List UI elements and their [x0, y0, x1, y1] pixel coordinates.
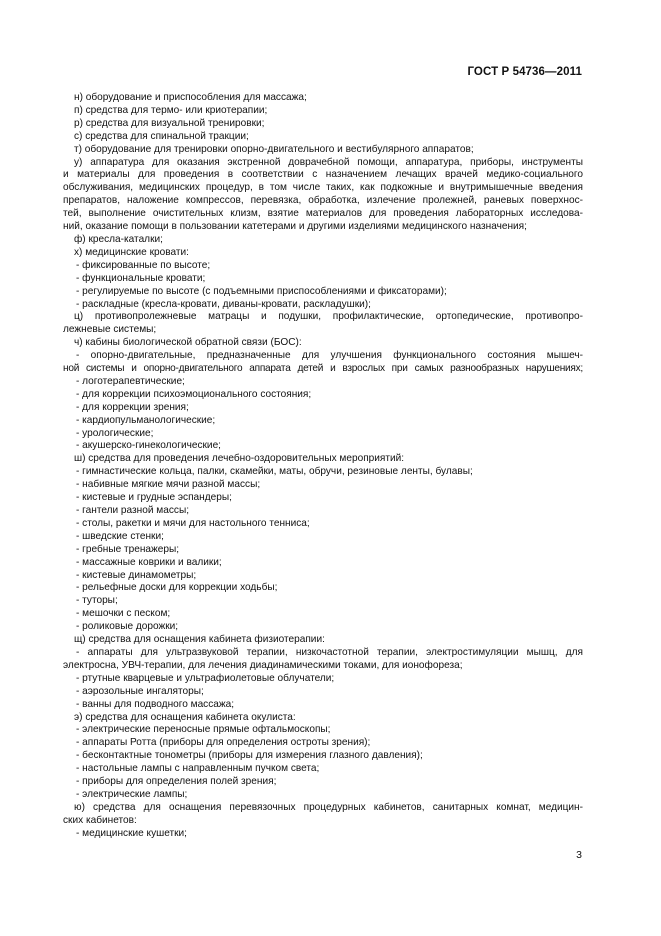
text-line: - ванны для подводного массажа; — [76, 698, 235, 710]
text-line: - настольные лампы с направленным пучком света; — [76, 763, 320, 775]
text-line: ч) кабины биологической обратной связи (БОС): — [74, 337, 302, 349]
text-line: р) средства для визуальной тренировки; — [74, 117, 265, 129]
document-body — [63, 92, 583, 841]
text-line: - бесконтактные тонометры (приборы для измерения глазного давления); — [76, 750, 423, 762]
text-line: - акушерско-гинекологические; — [76, 440, 221, 452]
document-header — [467, 66, 582, 78]
text-line: т) оборудование для тренировки опорно-двигательного и вестибулярного аппаратов; — [74, 143, 474, 155]
text-line: - шведские стенки; — [76, 530, 164, 542]
text-line: - аппараты Ротта (приборы для определения остроты зрения); — [76, 737, 371, 749]
text-line: п) средства для термо- или криотерапии; — [74, 104, 268, 116]
text-line: - массажные коврики и валики; — [76, 556, 222, 568]
text-line: - гимнастические кольца, палки, скамейки, маты, обручи, резиновые ленты, булавы; — [76, 466, 473, 478]
text-line: - ртутные кварцевые и ультрафиолетовые облучатели; — [76, 672, 335, 684]
text-line: щ) средства для оснащения кабинета физиотерапии: — [74, 634, 325, 646]
text-line: э) средства для оснащения кабинета окулиста: — [74, 711, 296, 723]
text-line: тей, выполнение очистительных клизм, взятие материалов для проведения лабораторных исследова- — [63, 208, 583, 220]
text-line: и материалы для проведения в соответствии с назначением лечащих врачей медико-социального — [63, 169, 583, 181]
text-line: - электрические лампы; — [76, 788, 188, 800]
text-line: - столы, ракетки и мячи для настольного тенниса; — [76, 517, 310, 529]
text-line: электросна, УВЧ-терапии, для лечения диадинамическими токами, для ионофореза; — [63, 659, 463, 671]
text-line: ний, оказание помощи в пользовании катетерами и другими изделиями медицинского назначения; — [63, 221, 527, 233]
text-line: - гантели разной массы; — [76, 505, 190, 516]
text-line: - гребные тренажеры; — [76, 543, 180, 555]
text-line: - аппараты для ультразвуковой терапии, низкочастотной терапии, электростимуляции мышц, для — [76, 646, 583, 658]
text-line: - кардиопульманологические; — [76, 414, 216, 426]
text-line: - набивные мягкие мячи разной массы; — [76, 479, 261, 491]
text-line: - приборы для определения полей зрения; — [76, 776, 277, 788]
text-line: препаратов, наложение компрессов, перевязка, обработка, излечение пролежней, раневых поверхнос- — [63, 195, 583, 207]
text-line: - фиксированные по высоте; — [76, 259, 211, 271]
text-line: - мешочки с песком; — [76, 608, 171, 620]
text-line: ф) кресла-каталки; — [74, 233, 163, 245]
text-line: - для коррекции психоэмоционального состояния; — [76, 388, 312, 400]
page-number: 3 — [576, 849, 582, 861]
text-line: - функциональные кровати; — [76, 272, 206, 284]
text-line: - регулируемые по высоте (с подъемными приспособлениями и фиксаторами); — [76, 285, 447, 297]
text-line: обслуживания, медицинских процедур, в том числе таких, как подкожные и внутримышечные введения — [63, 182, 583, 194]
text-line: с) средства для спинальной тракции; — [74, 130, 249, 142]
standard-number: ГОСТ Р 54736—2011 — [467, 66, 582, 78]
text-line: - аэрозольные ингаляторы; — [76, 685, 204, 697]
text-line: - роликовые дорожки; — [76, 621, 179, 633]
text-line: у) аппаратура для оказания экстренной доврачебной помощи, аппаратура, приборы, инструменты — [74, 156, 583, 168]
text-line: - для коррекции зрения; — [76, 401, 189, 413]
text-line: ш) средства для проведения лечебно-оздоровительных мероприятий: — [74, 453, 405, 465]
text-line: х) медицинские кровати: — [74, 246, 189, 258]
text-line: - медицинские кушетки; — [76, 827, 187, 839]
text-line: ц) противопролежневые матрацы и подушки, профилактические, ортопедические, противопро- — [74, 311, 583, 323]
text-line: - раскладные (кресла-кровати, диваны-кровати, раскладушки); — [76, 298, 371, 310]
text-line: - туторы; — [76, 595, 118, 607]
text-line: лежневые системы; — [63, 324, 157, 336]
text-line: н) оборудование и приспособления для массажа; — [74, 92, 307, 103]
text-line: - электрические переносные прямые офтальмоскопы; — [76, 724, 331, 736]
text-line: - кистевые и грудные эспандеры; — [76, 492, 232, 504]
text-line: ной системы и опорно-двигательного аппарата детей и взрослых при самых разнообразных нарушениях; — [63, 363, 583, 375]
text-line: - опорно-двигательные, предназначенные для улучшения функционального состояния мышеч- — [76, 350, 583, 362]
text-line: - рельефные доски для коррекции ходьбы; — [76, 582, 278, 594]
text-line: - урологические; — [76, 427, 154, 439]
text-line: - логотерапевтические; — [76, 375, 185, 387]
text-line: ских кабинетов: — [63, 814, 137, 826]
text-line: ю) средства для оснащения перевязочных процедурных кабинетов, санитарных комнат, медицин- — [74, 801, 583, 813]
text-line: - кистевые динамометры; — [76, 569, 197, 581]
